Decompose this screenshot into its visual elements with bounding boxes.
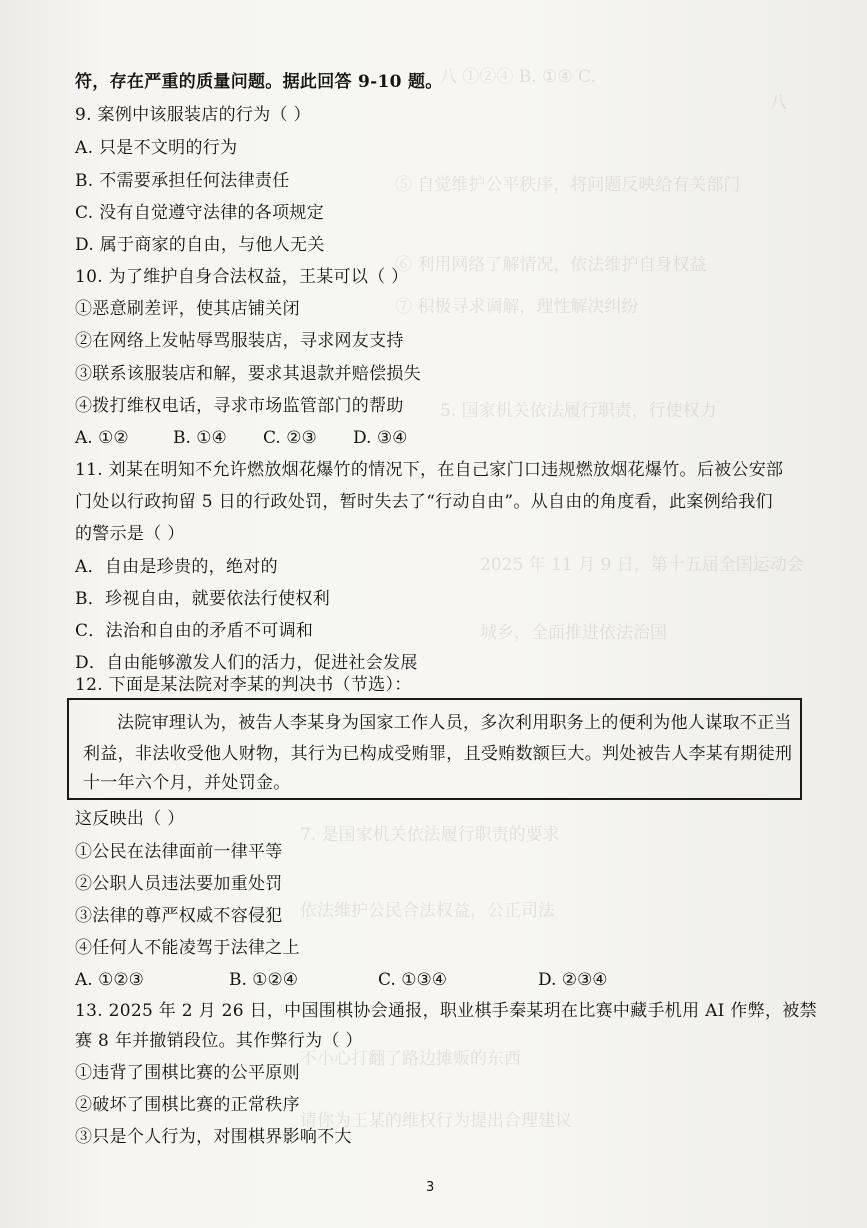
- question-12-item-3: ③法律的尊严权威不容侵犯: [75, 906, 283, 926]
- judgment-line-1: 法院审理认为，被告人李某身为国家工作人员，多次利用职务上的便利为他人谋取不正当: [117, 713, 792, 733]
- question-10-item-3: ③联系该服装店和解，要求其退款并赔偿损失: [75, 364, 421, 384]
- bleed-through-text: 依法维护公民合法权益，公正司法: [300, 901, 555, 921]
- question-13-stem-line-1: 13. 2025 年 2 月 26 日，中国围棋协会通报，职业棋手秦某玥在比赛中藏手机用 AI 作弊，被禁: [75, 1001, 817, 1021]
- question-9-option-c: C. 没有自觉遵守法律的各项规定: [75, 203, 325, 223]
- question-11-option-c: C．法治和自由的矛盾不可调和: [75, 621, 314, 641]
- question-10-choice-c: C. ②③: [263, 428, 317, 448]
- judgment-line-3: 十一年六个月，并处罚金。: [83, 773, 291, 793]
- question-10-stem: 10. 为了维护自身合法权益，王某可以（ ）: [75, 267, 409, 287]
- question-12-choice-a: A. ①②③: [75, 970, 144, 990]
- question-13-item-2: ②破坏了围棋比赛的正常秩序: [75, 1095, 300, 1115]
- question-12-stem: 12. 下面是某法院对李某的判决书（节选）：: [75, 675, 412, 695]
- question-13-item-3: ③只是个人行为，对围棋界影响不大: [75, 1127, 352, 1147]
- question-9-option-d: D. 属于商家的自由，与他人无关: [75, 235, 325, 255]
- bleed-through-text: 不小心打翻了路边摊贩的东西: [300, 1049, 521, 1069]
- question-10-choice-a: A. ①②: [75, 428, 129, 448]
- question-12-item-1: ①公民在法律面前一律平等: [75, 842, 283, 862]
- page-number: 3: [426, 1180, 435, 1195]
- question-10-item-2: ②在网络上发帖辱骂服装店，寻求网友支持: [75, 331, 404, 351]
- question-9-option-a: A. 只是不文明的行为: [75, 138, 238, 158]
- bleed-through-text: ⑦ 积极寻求调解，理性解决纠纷: [395, 297, 639, 317]
- question-11-option-d: D．自由能够激发人们的活力，促进社会发展: [75, 653, 418, 673]
- bleed-through-text: 八 ①②④ B. ①④ C.: [440, 67, 596, 87]
- bleed-through-text: 7. 是国家机关依法履行职责的要求: [300, 825, 560, 845]
- bleed-through-text: 2025 年 11 月 9 日，第十五届全国运动会: [480, 555, 804, 575]
- bleed-through-text: ⑥ 利用网络了解情况，依法维护自身权益: [395, 255, 707, 275]
- question-12-choice-d: D. ②③④: [538, 970, 608, 990]
- bleed-through-text: ⑤ 自觉维护公平秩序，将问题反映给有关部门: [395, 175, 741, 195]
- question-13-stem-line-2: 赛 8 年并撤销段位。其作弊行为（ ）: [75, 1031, 363, 1051]
- question-11-option-a: A．自由是珍贵的，绝对的: [75, 557, 278, 577]
- question-11-option-b: B．珍视自由，就要依法行使权利: [75, 589, 330, 609]
- question-10-choice-b: B. ①④: [173, 428, 227, 448]
- bleed-through-text: 八: [770, 93, 787, 113]
- judgment-excerpt-box: [67, 698, 802, 800]
- question-11-stem-line-3: 的警示是（ ）: [75, 524, 185, 544]
- question-12-choice-b: B. ①②④: [229, 970, 299, 990]
- question-12-item-4: ④任何人不能凌驾于法律之上: [75, 938, 300, 958]
- bleed-through-text: 城乡，全面推进依法治国: [480, 623, 667, 643]
- question-10-item-1: ①恶意刷差评，使其店铺关闭: [75, 299, 300, 319]
- judgment-line-2: 利益，非法收受他人财物，其行为已构成受贿罪，且受贿数额巨大。判处被告人李某有期徒刑: [83, 744, 793, 764]
- bleed-through-text: 请你为王某的维权行为提出合理建议: [300, 1111, 572, 1131]
- question-9-option-b: B. 不需要承担任何法律责任: [75, 171, 290, 191]
- intro-text: 符，存在严重的质量问题。据此回答 9-10 题。: [75, 72, 443, 92]
- question-13-item-1: ①违背了围棋比赛的公平原则: [75, 1063, 300, 1083]
- question-10-item-4: ④拨打维权电话，寻求市场监管部门的帮助: [75, 396, 404, 416]
- question-9-stem: 9. 案例中该服装店的行为（ ）: [75, 105, 311, 125]
- question-12-reflects: 这反映出（ ）: [75, 809, 185, 829]
- question-11-stem-line-2: 门处以行政拘留 5 日的行政处罚，暂时失去了“行动自由”。从自由的角度看，此案例给我们: [75, 492, 773, 512]
- question-12-item-2: ②公职人员违法要加重处罚: [75, 874, 283, 894]
- question-11-stem-line-1: 11. 刘某在明知不允许燃放烟花爆竹的情况下，在自己家门口违规燃放烟花爆竹。后被公安部: [75, 460, 784, 480]
- bleed-through-text: 5. 国家机关依法履行职责，行使权力: [440, 401, 717, 421]
- question-12-choice-c: C. ①③④: [378, 970, 447, 990]
- question-10-choice-d: D. ③④: [353, 428, 408, 448]
